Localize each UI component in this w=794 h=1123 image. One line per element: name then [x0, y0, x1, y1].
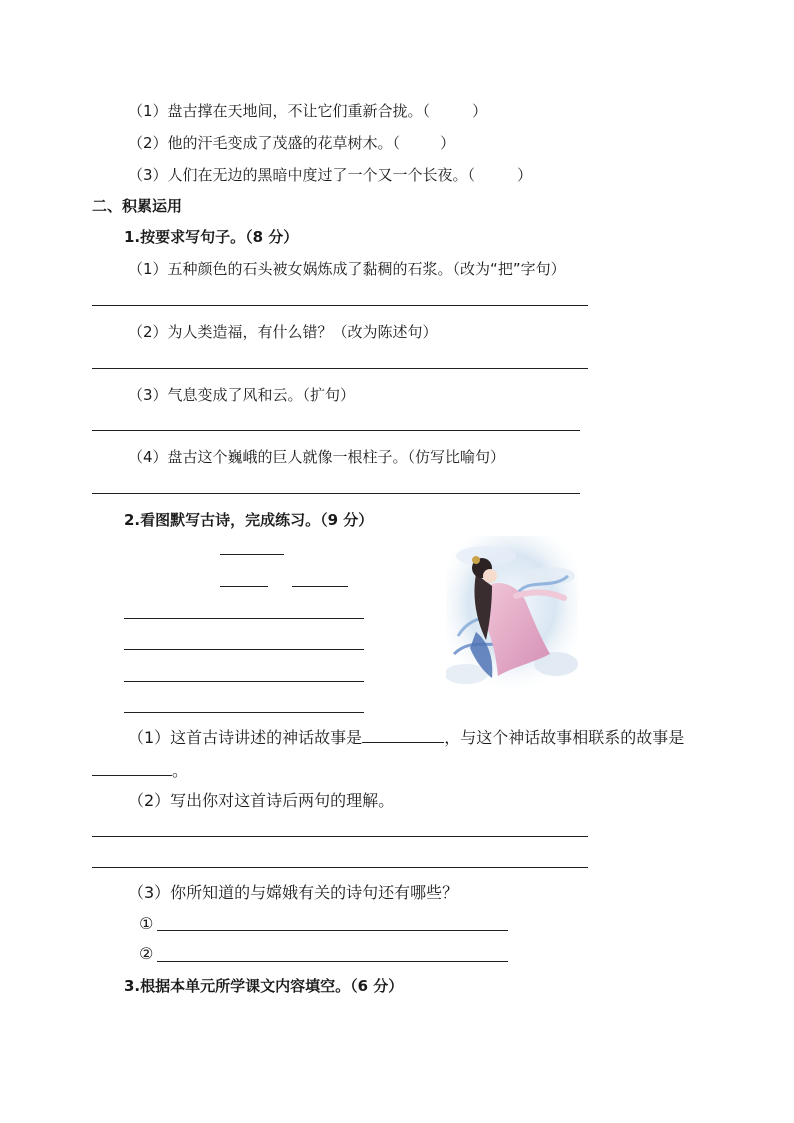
- bracket-close: ）: [517, 166, 533, 184]
- bracket-close: ）: [440, 134, 456, 152]
- prev-item-1-text: 盘古撑在天地间，不让它们重新合拢。（: [167, 102, 431, 120]
- q1-item-1: （1）五种颜色的石头被女娲炼成了黏稠的石浆。（改为“把”字句）: [128, 260, 566, 278]
- prev-item-2: [128, 133, 455, 153]
- q2-sub-3: （3）你所知道的与嫦娥有关的诗句还有哪些？: [128, 883, 459, 902]
- q2-sub-1-prefix: （1）这首古诗讲述的神话故事是: [128, 728, 363, 747]
- answer-line-q2-2b[interactable]: [92, 867, 588, 868]
- answer-line-q1-4[interactable]: [92, 493, 580, 494]
- prev-item-2-text: 他的汗毛变成了茂盛的花草树木。（: [167, 134, 401, 152]
- prev-item-2-number: （2）: [128, 134, 168, 152]
- q1-item-3: （3）气息变成了风和云。（扩句）: [128, 386, 356, 404]
- poem-author-blank[interactable]: [292, 586, 348, 587]
- poem-line-2-blank[interactable]: [124, 649, 364, 650]
- related-story-blank[interactable]: [92, 760, 172, 776]
- circled-number-2: ②: [139, 944, 154, 963]
- change-illustration: [446, 536, 578, 688]
- q1-item-2: （2）为人类造福，有什么错？（改为陈述句）: [128, 323, 438, 341]
- poem-dynasty-blank[interactable]: [220, 586, 268, 587]
- bracket-close: ）: [472, 102, 488, 120]
- answer-line-q1-1[interactable]: [92, 305, 588, 306]
- answer-line-q1-2[interactable]: [92, 368, 588, 369]
- answer-line-q2-2a[interactable]: [92, 836, 588, 837]
- prev-item-3-number: （3）: [128, 166, 168, 184]
- answer-line-q2-3b[interactable]: [157, 961, 508, 962]
- answer-line-q2-3a[interactable]: [157, 930, 508, 931]
- section-heading: 二、积累运用: [92, 197, 183, 215]
- q2-sub-1-mid: ，与这个神话故事相联系的故事是: [444, 728, 685, 747]
- prev-item-1-number: （1）: [128, 102, 168, 120]
- question-3-title: 3.根据本单元所学课文内容填空。（6 分）: [124, 977, 404, 995]
- q1-item-4: （4）盘古这个巍峨的巨人就像一根柱子。（仿写比喻句）: [128, 448, 506, 466]
- q2-sub-1-end: 。: [172, 761, 189, 780]
- q2-sub-1-line2: [92, 760, 188, 781]
- q2-sub-1-line1: [128, 727, 684, 748]
- answer-line-q1-3[interactable]: [92, 430, 580, 431]
- circled-number-1: ①: [139, 914, 154, 933]
- prev-item-1: [128, 101, 487, 121]
- question-2-title: 2.看图默写古诗，完成练习。（9 分）: [124, 511, 374, 529]
- prev-item-3: [128, 165, 532, 185]
- prev-item-3-text: 人们在无边的黑暗中度过了一个又一个长夜。（: [167, 166, 476, 184]
- poem-line-1-blank[interactable]: [124, 618, 364, 619]
- q2-sub-2: （2）写出你对这首诗后两句的理解。: [128, 791, 395, 810]
- poem-title-blank[interactable]: [220, 554, 284, 555]
- poem-line-3-blank[interactable]: [124, 681, 364, 682]
- poem-line-4-blank[interactable]: [124, 712, 364, 713]
- myth-story-blank[interactable]: [362, 727, 444, 743]
- question-1-title: 1.按要求写句子。（8 分）: [124, 228, 299, 246]
